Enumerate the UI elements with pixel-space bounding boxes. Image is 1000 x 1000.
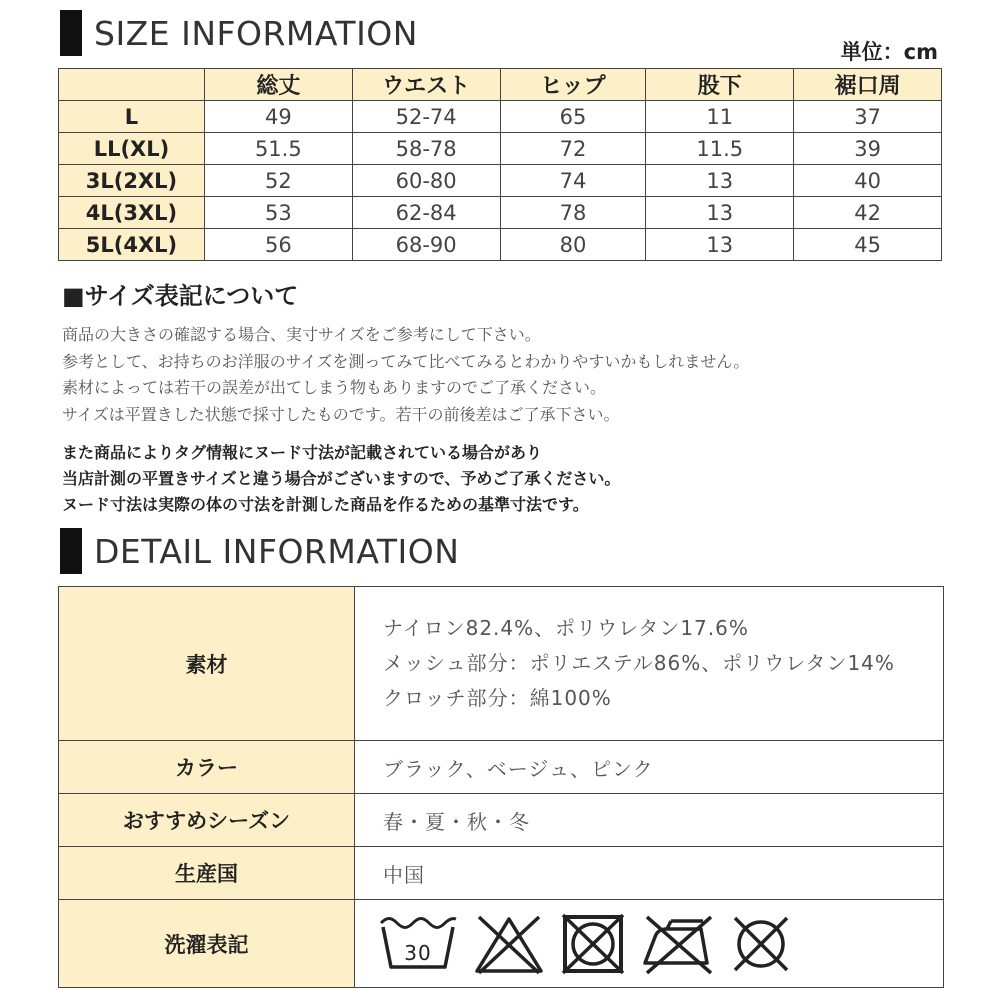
no-dry-clean-icon — [729, 913, 793, 975]
size-cell: 68-90 — [352, 229, 500, 261]
size-cell: 51.5 — [204, 133, 352, 165]
table-row — [59, 741, 944, 794]
table-row — [59, 587, 944, 741]
size-table-header — [59, 69, 942, 101]
size-header-corner — [59, 69, 205, 101]
size-table — [58, 68, 942, 261]
size-cell: 78 — [500, 197, 646, 229]
note-line: 商品の大きさの確認する場合、実寸サイズをご参考にして下さい。 — [62, 325, 541, 344]
size-cell: 13 — [646, 229, 794, 261]
origin-value: 中国 — [355, 847, 944, 900]
note-bold-line: 当店計測の平置きサイズと違う場合がございますので、予めご了承ください。 — [62, 469, 621, 488]
table-row — [59, 229, 942, 261]
size-cell: 39 — [794, 133, 942, 165]
table-row — [59, 133, 942, 165]
detail-table — [58, 586, 944, 988]
size-cell: 42 — [794, 197, 942, 229]
size-row-label: 3L(2XL) — [59, 165, 205, 197]
no-iron-icon — [641, 913, 715, 975]
season-value: 春・夏・秋・冬 — [355, 794, 944, 847]
size-cell: 45 — [794, 229, 942, 261]
table-row — [59, 847, 944, 900]
material-line: クロッチ部分：綿100% — [383, 686, 612, 710]
care-icons — [377, 913, 943, 975]
season-label: おすすめシーズン — [59, 794, 355, 847]
material-line: メッシュ部分：ポリエステル86%、ポリウレタン14% — [383, 651, 895, 675]
material-value — [355, 587, 944, 741]
note-line: サイズは平置きした状態で採寸したものです。若干の前後差はご了承下さい。 — [62, 404, 620, 424]
origin-label: 生産国 — [59, 847, 355, 900]
size-cell: 58-78 — [352, 133, 500, 165]
size-cell: 52-74 — [352, 101, 500, 133]
size-notes-emphasis — [62, 440, 620, 518]
table-row — [59, 197, 942, 229]
color-value: ブラック、ベージュ、ピンク — [355, 741, 944, 794]
size-row-label: LL(XL) — [59, 133, 205, 165]
size-header-cell: 裾口周 — [794, 69, 942, 101]
size-cell: 65 — [500, 101, 646, 133]
detail-section-title: DETAIL INFORMATION — [94, 531, 460, 571]
size-row-label: 5L(4XL) — [59, 229, 205, 261]
section-marker — [60, 10, 82, 56]
size-row-label: 4L(3XL) — [59, 197, 205, 229]
size-header-cell: ヒップ — [500, 69, 646, 101]
unit-label: 単位：cm — [840, 40, 938, 64]
wash-30-icon — [377, 913, 459, 975]
size-cell: 13 — [646, 197, 794, 229]
size-cell: 80 — [500, 229, 646, 261]
color-label: カラー — [59, 741, 355, 794]
size-cell: 11 — [646, 101, 794, 133]
table-row — [59, 165, 942, 197]
size-cell: 49 — [204, 101, 352, 133]
note-line: 素材によっては若干の誤差が出てしまう物もありますのでご了承ください。 — [62, 378, 607, 397]
size-row-label: L — [59, 101, 205, 133]
care-value — [355, 900, 944, 988]
size-cell: 37 — [794, 101, 942, 133]
size-cell: 52 — [204, 165, 352, 197]
size-header-cell: 股下 — [646, 69, 794, 101]
no-tumble-dry-icon — [559, 913, 627, 975]
note-bold-line: また商品によりタグ情報にヌード寸法が記載されている場合があり — [62, 443, 543, 462]
size-header-cell: 総丈 — [204, 69, 352, 101]
size-section-header — [60, 10, 418, 56]
table-row — [59, 101, 942, 133]
size-cell: 53 — [204, 197, 352, 229]
note-line: 参考として、お持ちのお洋服のサイズを測ってみて比べてみるとわかりやすいかもしれません。 — [62, 351, 750, 371]
size-cell: 72 — [500, 133, 646, 165]
table-row — [59, 900, 944, 988]
no-bleach-icon — [473, 913, 545, 975]
size-cell: 40 — [794, 165, 942, 197]
size-header-cell: ウエスト — [352, 69, 500, 101]
size-cell: 13 — [646, 165, 794, 197]
size-cell: 11.5 — [646, 133, 794, 165]
size-cell: 60-80 — [352, 165, 500, 197]
size-notes-title: ■サイズ表記について — [62, 282, 299, 310]
note-bold-line: ヌード寸法は実際の体の寸法を計測した商品を作るための基準寸法です。 — [62, 495, 589, 514]
size-cell: 56 — [204, 229, 352, 261]
size-notes-text — [62, 322, 749, 428]
section-marker — [60, 528, 82, 574]
detail-section-header — [60, 528, 459, 574]
wash-temp-label: 30 — [404, 940, 432, 965]
size-section-title: SIZE INFORMATION — [94, 13, 418, 53]
table-row — [59, 794, 944, 847]
material-line: ナイロン82.4%、ポリウレタン17.6% — [383, 616, 749, 640]
size-cell: 74 — [500, 165, 646, 197]
care-label: 洗濯表記 — [59, 900, 355, 988]
size-cell: 62-84 — [352, 197, 500, 229]
material-label: 素材 — [59, 587, 355, 741]
